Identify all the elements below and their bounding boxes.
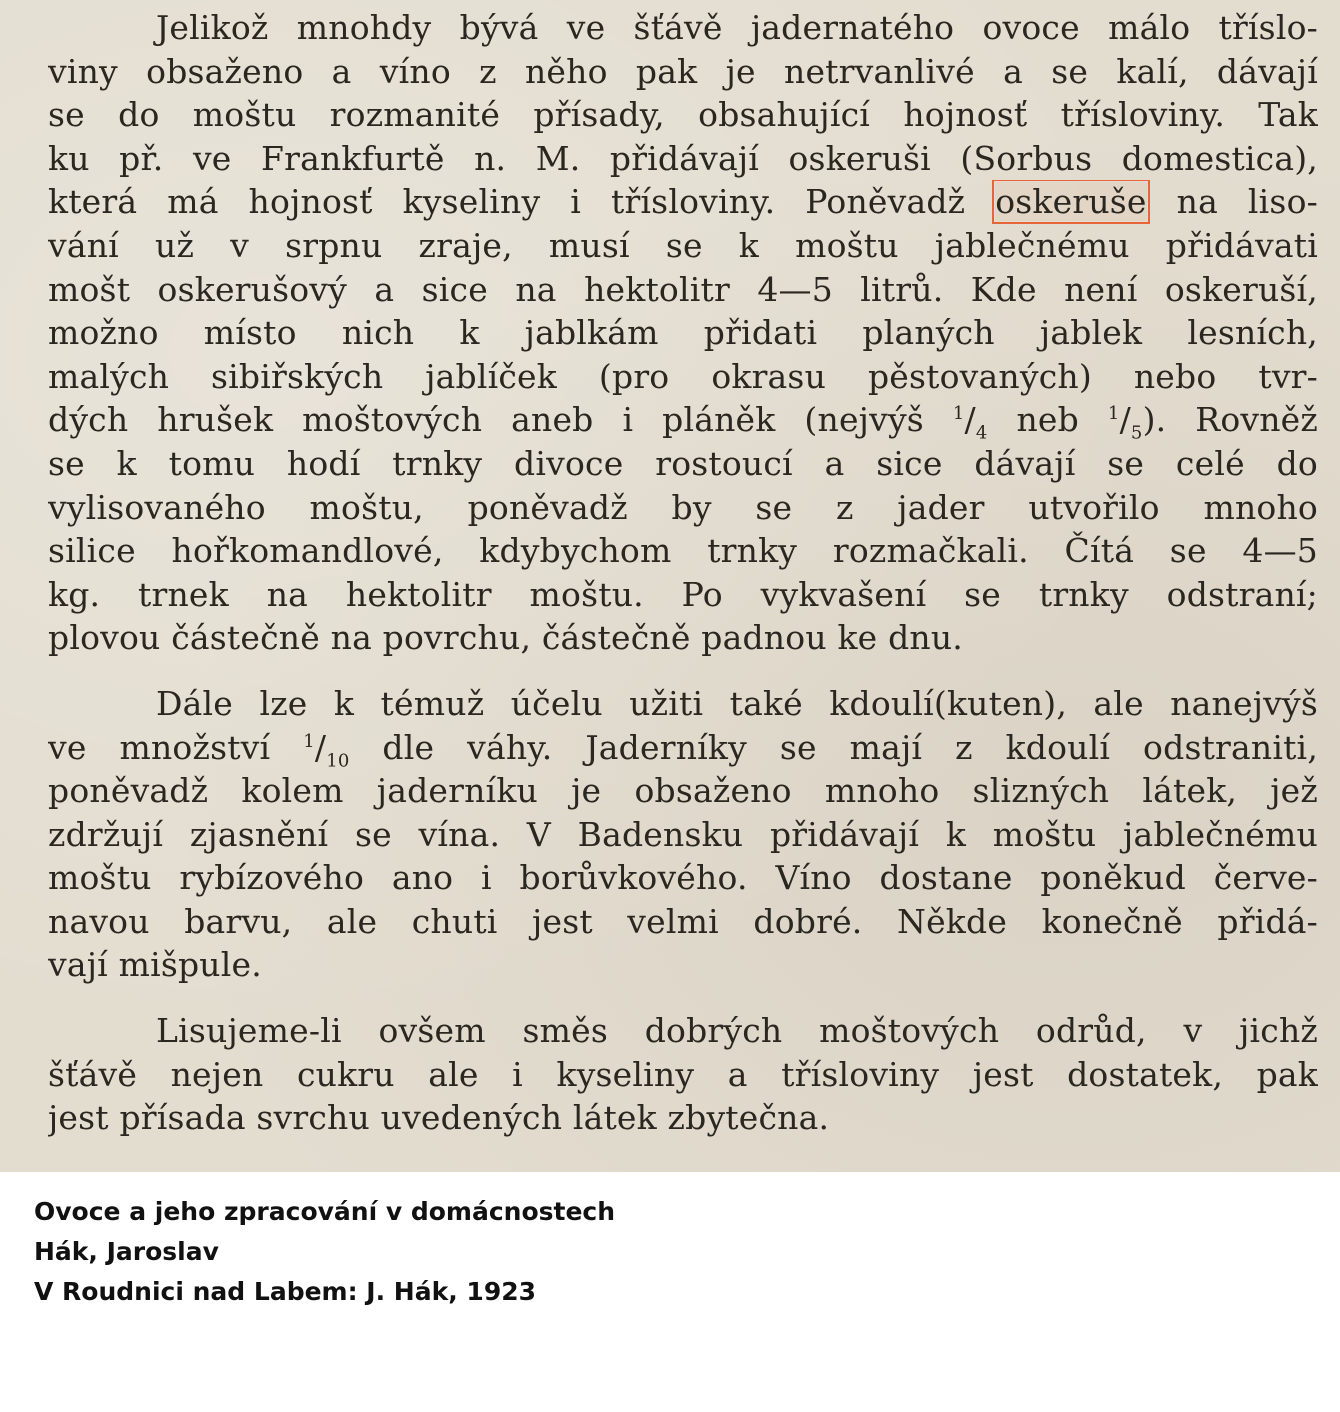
text-line: poněvadž kolem jaderníku je obsaženo mnoho slizných látek, jež [48,771,1318,811]
text-line: se k tomu hodí trnky divoce rostoucí a sice dávají se celé do [48,443,1318,483]
fraction-denominator: 10 [326,750,350,770]
fraction: $^1/_{10}$ [303,727,350,770]
text-line: vylisovaného moštu, poněvadž by se z jader utvořilo mnoho [48,487,1318,527]
text-line: jest přísada svrchu uvedených látek zbytečna. [48,1098,830,1138]
text-line: kg. trnek na hektolitr moštu. Po vykvašení se trnky odstraní; [48,574,1318,614]
fraction: $^1/_4$ [952,400,988,442]
text-line: silice hořkomandlové, kdybychom trnky rozmačkali. Čítá se 4—5 [48,531,1318,571]
text-line: mošt oskerušový a sice na hektolitr 4—5 litrů. Kde není oskeruší, [48,269,1318,309]
text-line: vají mišpule. [48,945,262,985]
text-line: možno místo nich k jablkám přidati planých jablek lesních, [48,313,1318,353]
text-line: Dále lze k témuž účelu užiti také kdoulí(kuten), ale nanejvýš [156,683,1318,723]
book-publisher: V Roudnici nad Labem: J. Hák, 1923 [34,1277,537,1306]
text-line: viny obsaženo a víno z něho pak je netrvanlivé a se kalí, dávají [48,51,1318,91]
paragraph-3 [48,1009,1318,1140]
paragraph-2 [48,682,1318,987]
text-segment: ). Rovněž [1142,400,1318,440]
text-line: navou barvu, ale chuti jest velmi dobré. Někde konečně přidá- [48,901,1318,941]
text-segment: dle váhy. Jaderníky se mají z kdoulí odstraniti, [349,727,1318,767]
search-highlight[interactable]: oskeruše [995,182,1147,222]
text-line: Jelikož mnohdy bývá ve šťávě jadernatého ovoce málo tříslo- [156,8,1318,47]
citation-caption [34,1192,615,1312]
text-line: šťávě nejen cukru ale i kyseliny a třísloviny jest dostatek, pak [48,1054,1318,1094]
text-segment: neb [987,400,1108,440]
fraction-numerator: 1 [303,730,315,752]
text-line [48,398,1318,442]
fraction: $^1/_5$ [1107,400,1143,442]
text-segment: dých hrušek moštových aneb i pláněk (nejvýš [48,400,953,440]
fraction-denominator: 5 [1130,422,1143,442]
text-line: plovou částečně na povrchu, částečně padnou ke dnu. [48,618,963,658]
fraction-numerator: 1 [1107,403,1120,425]
text-line [48,180,1318,224]
text-line: malých sibiřských jablíček (pro okrasu pěstovaných) nebo tvr- [48,356,1318,396]
text-line [48,726,1318,770]
text-segment: ve množství [48,727,304,767]
text-line: ku př. ve Frankfurtě n. M. přidávají oskeruši (Sorbus domestica), [48,138,1318,178]
fraction-denominator: 4 [975,422,988,442]
text-line: zdržují zjasnění se vína. V Badensku přidávají k moštu jablečnému [48,814,1318,854]
book-author: Hák, Jaroslav [34,1237,219,1266]
book-title: Ovoce a jeho zpracování v domácnostech [34,1197,616,1226]
text-line: se do moštu rozmanité přísady, obsahující hojnosť třísloviny. Tak [48,95,1318,135]
text-line: Lisujeme-li ovšem směs dobrých moštových odrůd, v jichž [156,1011,1318,1051]
text-line: vání už v srpnu zraje, musí se k moštu jablečnému přidávati [48,225,1318,265]
fraction-numerator: 1 [952,403,965,425]
text-segment: která má hojnosť kyseliny i třísloviny. Poněvadž [48,182,996,222]
paragraph-1 [48,6,1318,660]
text-line: moštu rybízového ano i borůvkového. Víno dostane poněkud červe- [48,858,1318,898]
text-segment: na liso- [1146,182,1318,222]
